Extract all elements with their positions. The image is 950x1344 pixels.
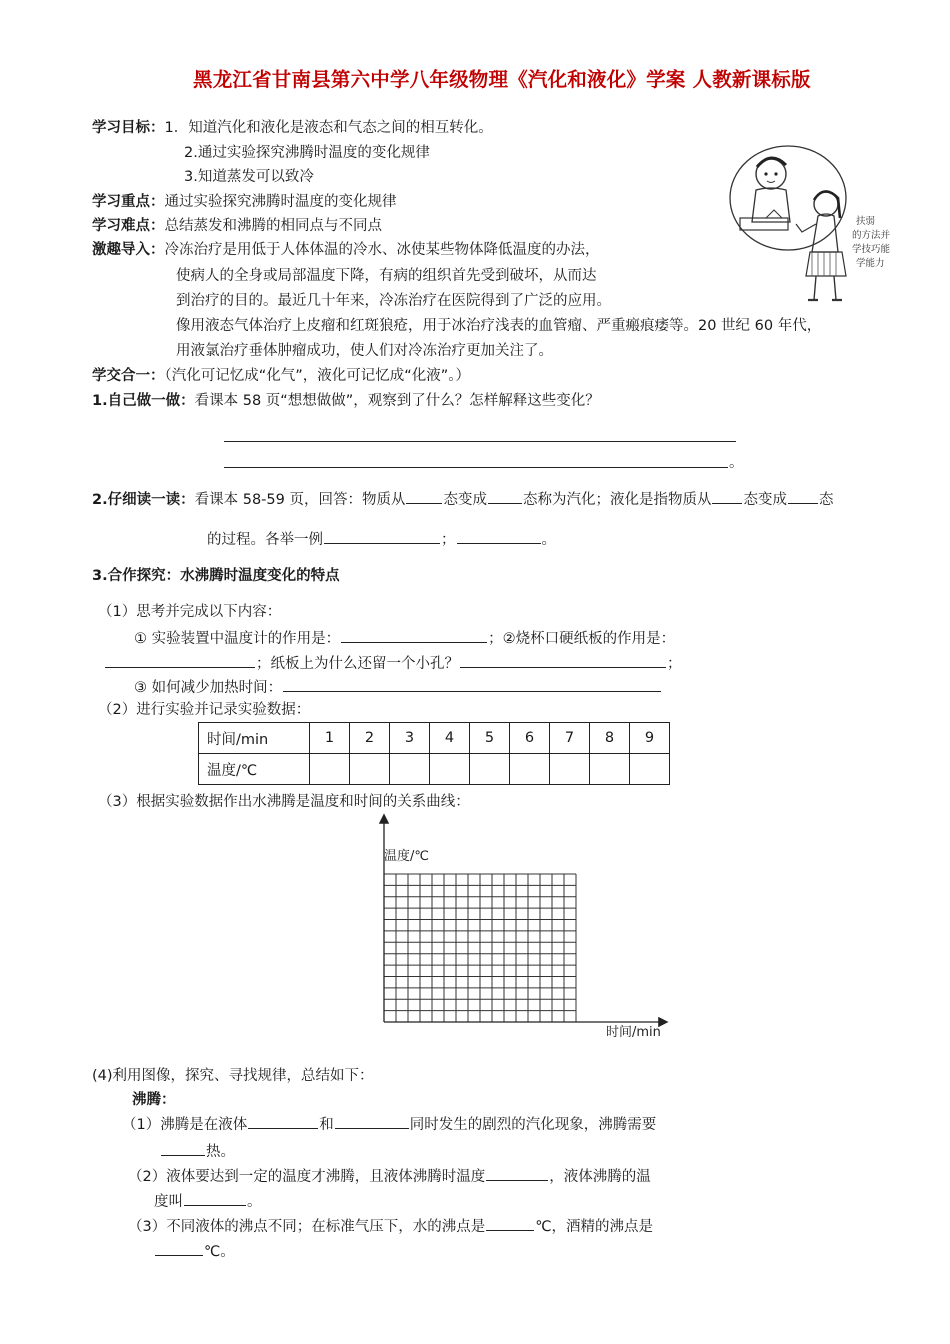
q3-p1-a [134,627,675,649]
q3-label: 3.合作探究：水沸腾时温度变化的特点 [92,568,340,584]
temperature-input-cell[interactable] [510,754,550,785]
boil-blank-2[interactable] [335,1113,409,1129]
time-cell: 4 [430,723,470,754]
boil-blank-5[interactable] [184,1190,246,1206]
intro-line-5: 用液氯治疗垂体肿瘤成功，使人们对冷冻治疗更加关注了。 [176,343,553,359]
exchange-row [92,366,470,386]
table-header-temperature: 温度/℃ [199,754,310,785]
difficulty-row [92,216,382,236]
q2-text-2: 态变成 [443,492,487,508]
boil-item-1 [122,1113,656,1135]
cartoon-caption-4: 学能力 [856,258,885,269]
boil-3-text-1: （3）不同液体的沸点不同；在标准气压下，水的沸点是 [128,1219,486,1235]
time-cell: 2 [350,723,390,754]
q2-blank-6[interactable] [457,528,541,544]
graph-grid [384,874,576,1022]
intro-line-1: 冷冻治疗是用低于人体体温的冷水、冰使某些物体降低温度的办法， [164,242,600,258]
difficulty-text: 总结蒸发和沸腾的相同点与不同点 [164,218,382,234]
q1-label: 1.自己做一做： [92,393,195,409]
goal-item-2: 2.通过实验探究沸腾时温度的变化规律 [184,145,430,161]
time-cell: 8 [590,723,630,754]
intro-line-4: 像用液态气体治疗上皮瘤和红斑狼疮，用于冰治疗浅表的血管瘤、严重瘢痕痿等。20 世纪 60 年代， [176,318,822,334]
difficulty-label: 学习难点： [92,218,165,234]
goals-row [92,118,493,138]
cartoon-caption-1: 扶弱 [856,216,876,227]
q3-p1: （1）思考并完成以下内容： [98,604,282,620]
q1-answer-line-1[interactable] [224,441,736,442]
q3-blank-2[interactable] [105,652,255,668]
page-title: 黑龙江省甘南县第六中学八年级物理《汽化和液化》学案 人教新课标版 [193,68,811,91]
q2-text-6: 的过程。各举一例 [207,532,323,548]
x-axis-label: 时间/min [606,1025,661,1040]
boil-1-text-1: （1）沸腾是在液体 [122,1117,248,1133]
intro-line-3: 到治疗的目的。最近几十年来，冷冻治疗在医院得到了广泛的应用。 [176,293,611,309]
q3-p1-b-text-2: ； [667,656,682,672]
boil-item-2 [128,1165,651,1187]
intro-label: 激趣导入： [92,242,165,258]
q3-p1-a-text-1: ① 实验装置中温度计的作用是： [134,631,341,647]
q3-p1-c [134,676,662,698]
cartoon-caption-2: 的方法并 [852,230,891,241]
cartoon-illustration [726,140,896,308]
q3-p1-b-text-1: ；纸板上为什么还留一个小孔？ [256,656,459,672]
exchange-text: （汽化可记忆成“化气”，液化可记忆成“化液”。） [164,368,471,384]
key-point-row [92,192,397,212]
temperature-input-cell[interactable] [390,754,430,785]
table-row-temperature [199,754,670,785]
time-cell: 9 [630,723,670,754]
boil-item-3 [128,1215,653,1237]
boil-item-3-cont [154,1240,235,1262]
time-cell: 5 [470,723,510,754]
temperature-input-cell[interactable] [630,754,670,785]
boil-2-text-3: 度叫 [154,1194,183,1210]
data-table [198,722,670,785]
q2-blank-4[interactable] [788,488,818,504]
table-row-time [199,723,670,754]
goal-item-1: 1．知道汽化和液化是液态和气态之间的相互转化。 [164,120,493,136]
boil-blank-6[interactable] [486,1215,534,1231]
q3-p4: (4)利用图像，探究、寻找规律，总结如下： [92,1068,374,1084]
q3-p1-a-text-2: ；②烧杯口硬纸板的作用是： [488,631,676,647]
key-point-text: 通过实验探究沸腾时温度的变化规律 [164,194,397,210]
desk [740,218,788,230]
q3-p2: （2）进行实验并记录实验数据： [98,702,311,718]
time-cell: 3 [390,723,430,754]
boil-1-text-4: 热。 [206,1144,235,1160]
temperature-input-cell[interactable] [350,754,390,785]
y-axis-label: 温度/℃ [384,849,429,864]
girl-body [812,214,838,252]
table-header-time: 时间/min [199,723,310,754]
q3-blank-3[interactable] [460,652,666,668]
q1-row [92,391,600,411]
boil-item-1-cont [160,1140,235,1162]
boil-2-text-4: 。 [247,1194,262,1210]
thought-bubble [730,146,846,250]
q2-text-3: 态称为汽化；液化是指物质从 [522,492,712,508]
q3-p1-c-text: ③ 如何减少加热时间： [134,680,283,696]
temperature-input-cell[interactable] [310,754,350,785]
key-point-label: 学习重点： [92,194,165,210]
q2-text-8: 。 [541,532,556,548]
q2-text-1: 看课本 58-59 页，回答：物质从 [194,492,406,508]
q2-text-7: ； [441,532,456,548]
q1-end-mark: 。 [729,455,744,471]
intro-line-2: 使病人的全身或局部温度下降，有病的组织首先受到破坏，从而达 [176,268,597,284]
temperature-input-cell[interactable] [470,754,510,785]
time-cell: 6 [510,723,550,754]
temperature-input-cell[interactable] [550,754,590,785]
boil-item-2-cont [154,1190,262,1212]
boil-3-text-3: ℃。 [204,1244,235,1260]
boil-1-text-2: 和 [319,1117,334,1133]
q2-row-2 [207,528,556,550]
q3-blank-1[interactable] [341,627,487,643]
boil-blank-7[interactable] [155,1240,203,1256]
temperature-input-cell[interactable] [590,754,630,785]
boil-blank-3[interactable] [161,1140,205,1156]
boy-body [752,188,790,222]
temperature-input-cell[interactable] [430,754,470,785]
cartoon-caption-3: 学技巧能 [852,244,891,255]
q1-answer-line-2[interactable] [224,467,728,468]
boil-2-text-2: ，液体沸腾的温 [549,1169,651,1185]
time-cell: 1 [310,723,350,754]
q2-blank-1[interactable] [406,488,442,504]
boil-blank-1[interactable] [248,1113,318,1129]
goals-label: 学习目标： [92,120,165,136]
boil-2-text-1: （2）液体要达到一定的温度才沸腾，且液体沸腾时温度 [128,1169,486,1185]
boil-1-text-3: 同时发生的剧烈的汽化现象，沸腾需要 [409,1117,657,1133]
q2-blank-3[interactable] [712,488,742,504]
time-cell: 7 [550,723,590,754]
q2-blank-5[interactable] [324,528,440,544]
q2-text-5: 态 [818,492,834,508]
intro-row [92,240,600,260]
boil-3-text-2: ℃，酒精的沸点是 [535,1219,654,1235]
q3-blank-4[interactable] [283,676,661,692]
boiling-title: 沸腾： [132,1092,176,1108]
q3-p1-b [104,652,682,674]
q1-text: 看课本 58 页“想想做做”，观察到了什么？怎样解释这些变化？ [194,393,600,409]
goal-item-3: 3.知道蒸发可以致冷 [184,169,314,185]
exchange-label: 学交合一： [92,368,165,384]
temperature-time-graph[interactable] [370,808,700,1040]
q2-row-1 [92,488,833,510]
q2-text-4: 态变成 [743,492,787,508]
q3-p3: （3）根据实验数据作出水沸腾是温度和时间的关系曲线： [98,794,470,810]
boil-blank-4[interactable] [486,1165,548,1181]
q2-label: 2.仔细读一读： [92,492,195,508]
q2-blank-2[interactable] [488,488,522,504]
